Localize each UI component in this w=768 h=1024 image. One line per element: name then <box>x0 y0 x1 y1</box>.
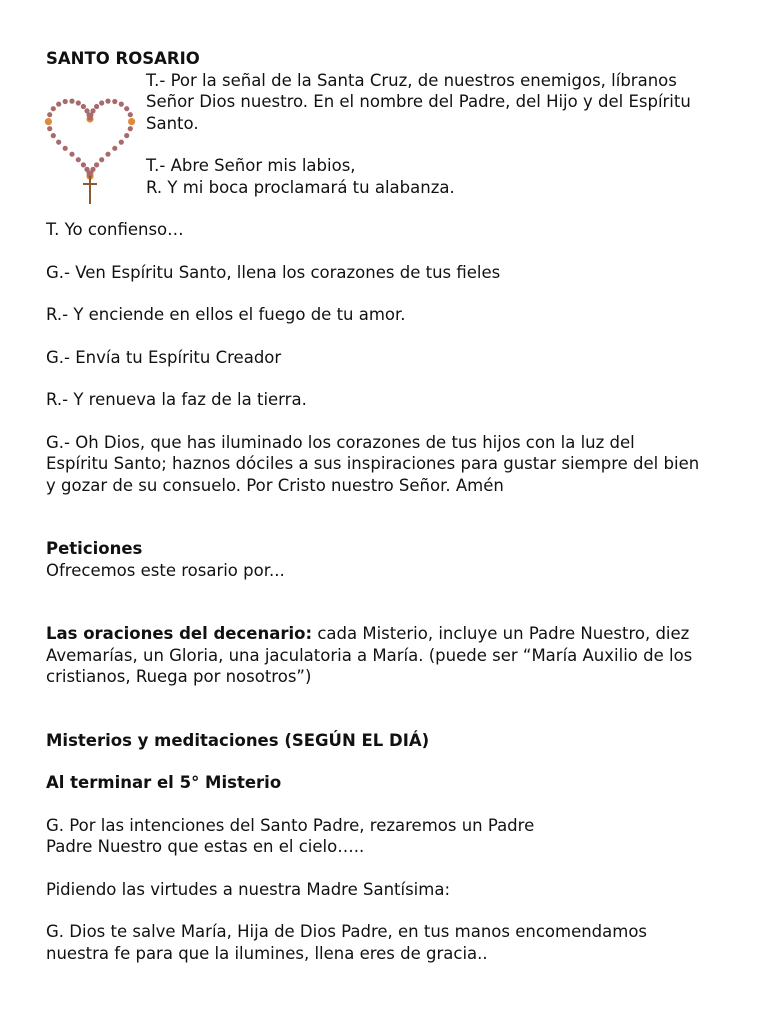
intro-line-1: T.- Por la señal de la Santa Cruz, de nuestros enemigos, líbranos <box>146 70 677 90</box>
rosary-bead <box>47 126 52 131</box>
rosary-flower <box>128 118 135 125</box>
rosary-bead <box>105 152 110 157</box>
prayer-line: T. Yo confienso… <box>46 220 184 239</box>
text-line: cristianos, Ruega por nosotros”) <box>46 667 312 686</box>
rosary-heart-icon <box>44 88 136 208</box>
rosary-bead <box>76 100 81 105</box>
text-line: G. Dios te salve María, Hija de Dios Padre, en tus manos encomendamos <box>46 922 648 941</box>
rosary-bead <box>56 140 61 145</box>
intro-section <box>46 48 736 198</box>
prayer-line: G.- Ven Espíritu Santo, llena los corazones de tus fieles <box>46 262 501 282</box>
rosary-bead <box>76 157 81 162</box>
misterios-heading: Misterios y meditaciones (SEGÚN EL DIÁ) <box>46 730 430 750</box>
rosary-bead <box>124 133 129 138</box>
rosary-bead <box>69 152 74 157</box>
rosary-bead <box>94 162 99 167</box>
rosary-bead <box>112 99 117 104</box>
rosary-bead <box>87 115 92 120</box>
page-title: SANTO ROSARIO <box>46 49 200 68</box>
intro-line-5: R. Y mi boca proclamará tu alabanza. <box>146 177 455 197</box>
prayer-line: R.- Y enciende en ellos el fuego de tu amor. <box>46 305 406 324</box>
decenario-text: cada Misterio, incluye un Padre Nuestro, diez <box>312 624 690 643</box>
peticiones-heading: Peticiones <box>46 539 143 558</box>
intro-line-3: Santo. <box>146 113 199 133</box>
dios-te-salve-paragraph <box>46 921 736 964</box>
text-line: G.- Oh Dios, que has iluminado los corazones de tus hijos con la luz del <box>46 432 635 452</box>
rosary-bead <box>63 146 68 151</box>
decenario-section <box>46 623 736 688</box>
text-line: y gozar de su consuelo. Por Cristo nuestro Señor. Amén <box>46 475 504 495</box>
peticiones-section <box>46 538 736 581</box>
rosary-bead <box>84 167 89 172</box>
rosary-bead <box>81 104 86 109</box>
rosary-bead <box>124 106 129 111</box>
rosary-bead <box>105 99 110 104</box>
text-line: nuestra fe para que la ilumines, llena eres de gracia.. <box>46 943 488 963</box>
rosary-bead <box>94 104 99 109</box>
rosary-bead <box>69 99 74 104</box>
intro-line-2: Señor Dios nuestro. En el nombre del Padre, del Hijo y del Espíritu <box>146 92 691 111</box>
rosary-bead <box>51 106 56 111</box>
rosary-bead <box>99 157 104 162</box>
text-line: Padre Nuestro que estas en el cielo….. <box>46 837 365 856</box>
prayer-line: R.- Y renueva la faz de la tierra. <box>46 390 307 409</box>
rosary-bead <box>63 99 68 104</box>
rosary-bead <box>56 102 61 107</box>
santo-padre-paragraph <box>46 815 736 858</box>
peticiones-text: Ofrecemos este rosario por... <box>46 560 285 580</box>
virtudes-line: Pidiendo las virtudes a nuestra Madre Santísima: <box>46 879 451 899</box>
terminar-heading: Al terminar el 5° Misterio <box>46 773 282 792</box>
rosary-bead <box>128 126 133 131</box>
rosary-bead <box>119 102 124 107</box>
decenario-heading: Las oraciones del decenario: <box>46 624 313 643</box>
rosary-bead <box>99 100 104 105</box>
rosary-bead <box>81 162 86 167</box>
text-line: G. Por las intenciones del Santo Padre, rezaremos un Padre <box>46 815 535 835</box>
intro-line-4: T.- Abre Señor mis labios, <box>146 156 356 175</box>
rosary-flower <box>45 118 52 125</box>
rosary-bead <box>47 112 52 117</box>
text-line: Espíritu Santo; haznos dóciles a sus inspiraciones para gustar siempre del bien <box>46 454 700 473</box>
rosary-bead <box>90 108 95 113</box>
rosary-bead <box>128 112 133 117</box>
oh-dios-paragraph <box>46 432 736 497</box>
text-line: Avemarías, un Gloria, una jaculatoria a María. (puede ser “María Auxilio de los <box>46 645 693 665</box>
rosary-bead <box>112 146 117 151</box>
document <box>46 48 736 964</box>
prayer-line: G.- Envía tu Espíritu Creador <box>46 347 282 367</box>
rosary-bead <box>51 133 56 138</box>
rosary-bead <box>119 140 124 145</box>
